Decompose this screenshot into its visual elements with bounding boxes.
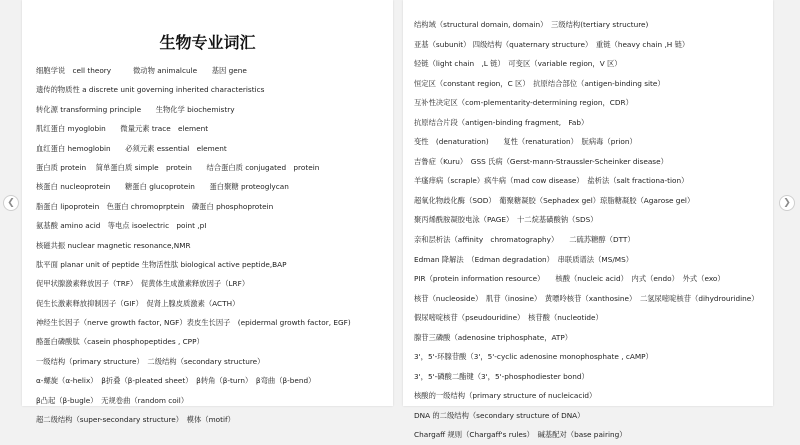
term-line: 酪蛋白磷酸肽（casein phosphopeptides , CPP）: [36, 337, 204, 347]
document-title: 生物专业词汇: [159, 33, 256, 52]
term-line: 变性 (denaturation) 复性（renaturation） 朊病毒（prion）: [414, 137, 637, 147]
chevron-left-icon: ❮: [7, 198, 15, 208]
term-line: 脂蛋白 lipoprotein 色蛋白 chromoprptein 磷蛋白 phosphoprotein: [36, 201, 274, 211]
term-line: 吉鲁症（Kuru） GSS 氏病（Gerst-mann-Straussler-Scheinker disease）: [414, 156, 668, 166]
term-line: 羊瘙痒病（scraple）疯牛病（mad cow disease） 盐析法（salt fractiona-tion）: [414, 176, 689, 186]
term-line: β凸起（β-bugle） 无规卷曲（random coil）: [36, 395, 189, 405]
right-term-list: [414, 15, 769, 445]
term-line: 假尿嘧啶核苷（pseudouridine） 核苷酸（nucleotide）: [414, 313, 603, 323]
term-line: 促甲状腺激素释放因子（TRF） 促黄体生成激素释放因子（LRF）: [36, 279, 250, 289]
term-line: 细胞学说 cell theory 微动物 animalcule 基因 gene: [36, 66, 247, 75]
term-line: 神经生长因子（nerve growth factor, NGF）表皮生长因子 (epidermal growth factor, EGF): [36, 318, 351, 328]
term-line: 结构域（structural domain, domain） 三级结构(tertiary structure): [414, 20, 649, 29]
term-line: 一级结构（primary structure） 二级结构（secondary structure）: [36, 356, 265, 366]
term-line: 亚基（subunit） 四级结构（quaternary structure） 重链（heavy chain ,H 链）: [414, 39, 690, 49]
term-line: 核苷（nucleoside） 肌苷（inosine） 黄嘌呤核苷（xanthosine） 二氢尿嘧啶核苷（dihydrouridine）: [414, 293, 759, 303]
term-line: 腺苷三磷酸（adenosine triphosphate，ATP）: [414, 332, 573, 342]
right-document-page: [403, 0, 773, 440]
term-line: 3'，5'-环腺苷酸（3'，5'-cyclic adenosine monophosphate , cAMP）: [414, 352, 653, 362]
term-line: Edman 降解法 （Edman degradation） 串联质谱法（MS/MS）: [414, 254, 634, 264]
term-line: 肽平面 planar unit of peptide 生物活性肽 biological active peptide,BAP: [36, 259, 287, 269]
chevron-right-icon: ❯: [783, 198, 791, 208]
term-line: 抗原结合片段（antigen-binding fragment, Fab）: [414, 117, 589, 127]
term-line: Chargaff 规则（Chargaff's rules） 碱基配对（base pairing）: [414, 430, 627, 440]
term-line: 亲和层析法（affinity chromatography） 二硫苏糖醇（DTT）: [414, 235, 635, 245]
term-line: 肌红蛋白 myoglobin 微量元素 trace element: [36, 124, 209, 134]
term-line: 转化源 transforming principle 生物化学 biochemistry: [36, 104, 235, 114]
term-line: 促生长激素释放抑制因子（GIF） 促肾上腺皮质激素（ACTH）: [36, 298, 240, 308]
term-line: 互补性决定区（com-plementarity-determining region，CDR）: [414, 98, 633, 108]
term-line: PIR（protein information resource） 核酸（nucleic acid） 内式（endo） 外式（exo）: [414, 274, 725, 284]
previous-page-button[interactable]: [3, 195, 19, 211]
term-line: 核酸的一级结构（primary structure of nucleicacid）: [414, 391, 597, 401]
left-term-list: [36, 61, 389, 429]
term-line: 核磁共振 nuclear magnetic resonance,NMR: [36, 240, 191, 250]
term-line: α-螺旋（α-helix） β折叠（β-pleated sheet） β转角（β-turn） β弯曲（β-bend）: [36, 376, 316, 386]
term-line: 轻链（light chain ,L 链） 可变区（variable region，V 区）: [414, 59, 622, 69]
left-document-page: [22, 0, 393, 425]
term-line: 蛋白质 protein 简单蛋白质 simple protein 结合蛋白质 conjugated protein: [36, 162, 320, 172]
term-line: 血红蛋白 hemoglobin 必须元素 essential element: [36, 143, 227, 153]
term-line: 聚丙烯酰胺凝胶电泳（PAGE） 十二烷基磺酸钠（SDS）: [414, 215, 598, 225]
next-page-button[interactable]: [779, 195, 795, 211]
term-line: 3'，5'-磷酸二酯键（3'，5'-phosphodiester bond）: [414, 371, 589, 381]
term-line: 超二级结构（super-secondary structure） 模体（motif）: [36, 415, 235, 425]
term-line: 氨基酸 amino acid 等电点 isoelectric point ,pI: [36, 221, 207, 231]
term-line: 核蛋白 nucleoprotein 糖蛋白 glucoprotein 蛋白聚糖 proteoglycan: [36, 182, 289, 192]
term-line: 遗传的物质性 a discrete unit governing inherited characteristics: [36, 85, 265, 95]
term-line: 超氧化物歧化酶（SOD） 葡聚糖凝胶（Sephadex gel）琼脂糖凝胶（Agarose gel）: [414, 195, 695, 205]
term-line: 恒定区（constant region，C 区） 抗原结合部位（antigen-binding site）: [414, 78, 665, 88]
term-line: DNA 的二级结构（secondary structure of DNA）: [414, 410, 585, 420]
